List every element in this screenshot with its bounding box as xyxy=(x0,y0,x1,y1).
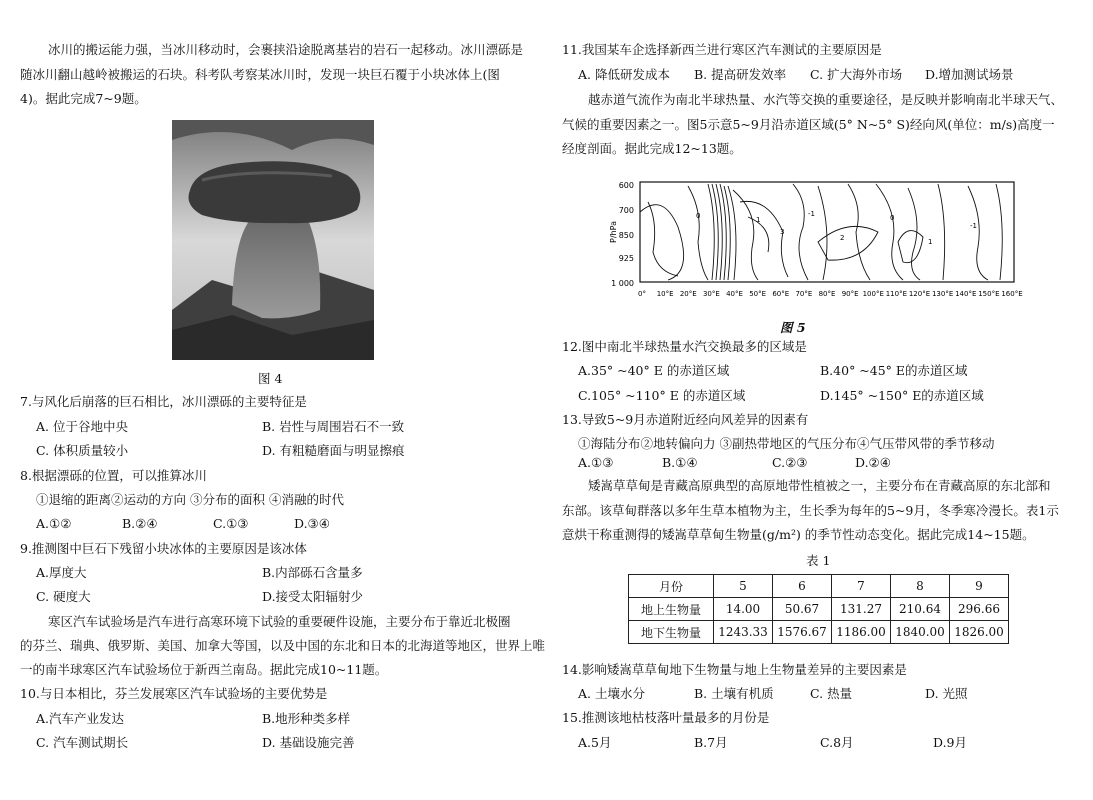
fig5-contours xyxy=(640,184,1002,280)
fig5-xtick: 110°E xyxy=(885,290,908,298)
fig5-xtick: 90°E xyxy=(841,290,859,298)
figure-5-contour-plot xyxy=(608,172,1028,312)
table-header-cell: 月份 xyxy=(629,575,714,598)
intro4-line-3: 意烘干称重测得的矮嵩草草甸生物量(g/m²) 的季节性动态变化。据此完成14~15题。 xyxy=(562,527,1035,542)
q13-stem: 13.导致5~9月赤道附近经向风差异的因素有 xyxy=(562,412,809,427)
table-header-cell: 7 xyxy=(832,575,891,598)
q7-stem: 7.与风化后崩落的巨石相比，冰川漂砾的主要特征是 xyxy=(20,394,307,409)
q8-option-a[interactable]: A.①② xyxy=(36,516,72,531)
fig5-xtick: 10°E xyxy=(656,290,674,298)
q7-option-c[interactable]: C. 体积质量较小 xyxy=(36,443,129,458)
q15-option-a[interactable]: A.5月 xyxy=(578,735,612,750)
q13-option-a[interactable]: A.①③ xyxy=(578,455,614,470)
q12-option-c[interactable]: C.105° ~110° E 的赤道区域 xyxy=(578,388,746,403)
q9-stem: 9.推测图中巨石下残留小块冰体的主要原因是该冰体 xyxy=(20,541,307,556)
q9-option-c[interactable]: C. 硬度大 xyxy=(36,589,91,604)
fig5-contour-label: 3 xyxy=(780,228,785,236)
table-cell: 210.64 xyxy=(891,598,950,621)
q13-option-d[interactable]: D.②④ xyxy=(855,455,891,470)
figure-4-caption: 图 4 xyxy=(258,371,283,386)
q15-option-d[interactable]: D.9月 xyxy=(933,735,968,750)
intro2-line-2: 的芬兰、瑞典、俄罗斯、美国、加拿大等国，以及中国的东北和日本的北海道等地区，世界上唯 xyxy=(20,638,546,653)
intro-line-1: 冰川的搬运能力强，当冰川移动时，会裹挟沿途脱离基岩的岩石一起移动。冰川漂砾是 xyxy=(48,42,524,57)
q12-option-a[interactable]: A.35° ~40° E 的赤道区域 xyxy=(578,363,730,378)
table-cell: 1186.00 xyxy=(832,621,891,644)
q8-option-c[interactable]: C.①③ xyxy=(213,516,249,531)
q10-option-c[interactable]: C. 汽车测试期长 xyxy=(36,735,129,750)
table-cell: 1243.33 xyxy=(714,621,773,644)
q9-option-a[interactable]: A.厚度大 xyxy=(36,565,87,580)
q14-option-d[interactable]: D. 光照 xyxy=(925,686,968,701)
fig5-contour-label: 0 xyxy=(696,212,701,220)
fig5-contour-label: 0 xyxy=(890,214,895,222)
intro-line-3: 4)。据此完成7~9题。 xyxy=(20,91,147,106)
fig5-contour-label: -1 xyxy=(970,222,977,230)
table-header-row xyxy=(629,575,1009,598)
q8-stem: 8.根据漂砾的位置，可以推算冰川 xyxy=(20,468,207,483)
fig5-ytick: 600 xyxy=(618,181,634,190)
fig5-contour-label: -1 xyxy=(808,210,815,218)
q14-option-c[interactable]: C. 热量 xyxy=(810,686,853,701)
fig5-xtick: 60°E xyxy=(772,290,790,298)
fig5-xtick: 150°E xyxy=(978,290,1000,298)
fig5-xtick: 70°E xyxy=(795,290,813,298)
q10-option-b[interactable]: B.地形种类多样 xyxy=(262,711,351,726)
fig5-xtick: 40°E xyxy=(726,290,743,298)
intro2-line-3: 一的南半球寒区汽车试验场位于新西兰南岛。据此完成10~11题。 xyxy=(20,662,388,677)
fig5-xtick: 140°E xyxy=(955,290,977,298)
table-header-cell: 6 xyxy=(773,575,832,598)
table-cell: 1826.00 xyxy=(950,621,1009,644)
q15-stem: 15.推测该地枯枝落叶量最多的月份是 xyxy=(562,710,770,725)
q14-stem: 14.影响矮嵩草草甸地下生物量与地上生物量差异的主要因素是 xyxy=(562,662,907,677)
fig5-xtick: 130°E xyxy=(931,290,954,298)
fig5-xtick: 20°E xyxy=(679,290,697,298)
q13-items: ①海陆分布②地转偏向力 ③副热带地区的气压分布④气压带风带的季节移动 xyxy=(578,436,995,451)
fig5-xtick: 160°E xyxy=(1001,290,1023,298)
table-cell: 131.27 xyxy=(832,598,891,621)
intro-line-2: 随冰川翻山越岭被搬运的石块。科考队考察某冰川时，发现一块巨石覆于小块冰体上(图 xyxy=(20,67,500,82)
q8-option-d[interactable]: D.③④ xyxy=(294,516,330,531)
q13-option-b[interactable]: B.①④ xyxy=(662,455,698,470)
q10-option-d[interactable]: D. 基础设施完善 xyxy=(262,735,355,750)
intro2-line-1: 寒区汽车试验场是汽车进行高寒环境下试验的重要硬件设施，主要分布于靠近北极圈 xyxy=(48,614,511,629)
fig5-xtick: 80°E xyxy=(818,290,836,298)
fig5-contour-label: 1 xyxy=(756,216,761,224)
fig5-xtick: 120°E xyxy=(908,290,931,298)
table-cell: 地下生物量 xyxy=(629,621,714,644)
fig5-xtick: 50°E xyxy=(749,290,767,298)
fig5-ytick: 1 000 xyxy=(611,279,634,288)
q11-option-c[interactable]: C. 扩大海外市场 xyxy=(810,67,903,82)
table-row xyxy=(629,598,1009,621)
q11-option-b[interactable]: B. 提高研发效率 xyxy=(694,67,787,82)
fig5-ytick: 700 xyxy=(618,206,634,215)
table-cell: 50.67 xyxy=(773,598,832,621)
figure-4-photo xyxy=(172,120,374,360)
q7-option-b[interactable]: B. 岩性与周围岩石不一致 xyxy=(262,419,405,434)
table-row xyxy=(629,621,1009,644)
q15-option-c[interactable]: C.8月 xyxy=(820,735,854,750)
q13-option-c[interactable]: C.②③ xyxy=(772,455,808,470)
table-header-cell: 5 xyxy=(714,575,773,598)
fig5-contour-label: 2 xyxy=(840,234,845,242)
table-header-cell: 8 xyxy=(891,575,950,598)
intro3-line-2: 气候的重要因素之一。图5示意5~9月沿赤道区域(5° N~5° S)经向风(单位：m/s)高度一 xyxy=(562,117,1055,132)
table-cell: 1576.67 xyxy=(773,621,832,644)
intro3-line-3: 经度剖面。据此完成12~13题。 xyxy=(562,141,742,156)
intro4-line-1: 矮嵩草草甸是青藏高原典型的高原地带性植被之一，主要分布在青藏高原的东北部和 xyxy=(588,478,1051,493)
fig5-ytick: 925 xyxy=(618,254,634,263)
q8-option-b[interactable]: B.②④ xyxy=(122,516,158,531)
q9-option-d[interactable]: D.接受太阳辐射少 xyxy=(262,589,364,604)
q11-stem: 11.我国某车企选择新西兰进行寒区汽车测试的主要原因是 xyxy=(562,42,882,57)
intro3-line-1: 越赤道气流作为南北半球热量、水汽等交换的重要途径，是反映并影响南北半球天气、 xyxy=(588,92,1064,107)
table-cell: 296.66 xyxy=(950,598,1009,621)
table-1-caption: 表 1 xyxy=(806,553,831,568)
q11-option-a[interactable]: A. 降低研发成本 xyxy=(578,67,670,82)
q10-option-a[interactable]: A.汽车产业发达 xyxy=(36,711,125,726)
q7-option-d[interactable]: D. 有粗糙磨面与明显擦痕 xyxy=(262,443,405,458)
fig5-ytick: 850 xyxy=(618,231,634,240)
q9-option-b[interactable]: B.内部砾石含量多 xyxy=(262,565,363,580)
q12-option-b[interactable]: B.40° ~45° E的赤道区域 xyxy=(820,363,968,378)
fig5-ylabel: P/hPa xyxy=(609,221,618,243)
table-cell: 1840.00 xyxy=(891,621,950,644)
q8-items: ①退缩的距离②运动的方向 ③分布的面积 ④消融的时代 xyxy=(36,492,344,507)
figure-5-caption: 图 5 xyxy=(780,320,806,335)
q12-option-d[interactable]: D.145° ~150° E的赤道区域 xyxy=(820,388,984,403)
fig5-xtick: 0° xyxy=(638,290,646,298)
q10-stem: 10.与日本相比，芬兰发展寒区汽车试验场的主要优势是 xyxy=(20,686,328,701)
fig5-contour-label: 1 xyxy=(928,238,933,246)
table-header-cell: 9 xyxy=(950,575,1009,598)
q14-option-a[interactable]: A. 土壤水分 xyxy=(578,686,645,701)
fig5-x-axis xyxy=(638,290,1023,298)
q11-option-d[interactable]: D.增加测试场景 xyxy=(925,67,1014,82)
intro4-line-2: 东部。该草甸群落以多年生草本植物为主，生长季为每年的5~9月，冬季寒冷漫长。表1示 xyxy=(562,503,1059,518)
q15-option-b[interactable]: B.7月 xyxy=(694,735,728,750)
table-1 xyxy=(628,574,1009,644)
fig5-xtick: 100°E xyxy=(862,290,884,298)
fig5-xtick: 30°E xyxy=(702,290,720,298)
q12-stem: 12.图中南北半球热量水汽交换最多的区域是 xyxy=(562,339,807,354)
q14-option-b[interactable]: B. 土壤有机质 xyxy=(694,686,774,701)
table-cell: 地上生物量 xyxy=(629,598,714,621)
q7-option-a[interactable]: A. 位于谷地中央 xyxy=(36,419,128,434)
table-cell: 14.00 xyxy=(714,598,773,621)
